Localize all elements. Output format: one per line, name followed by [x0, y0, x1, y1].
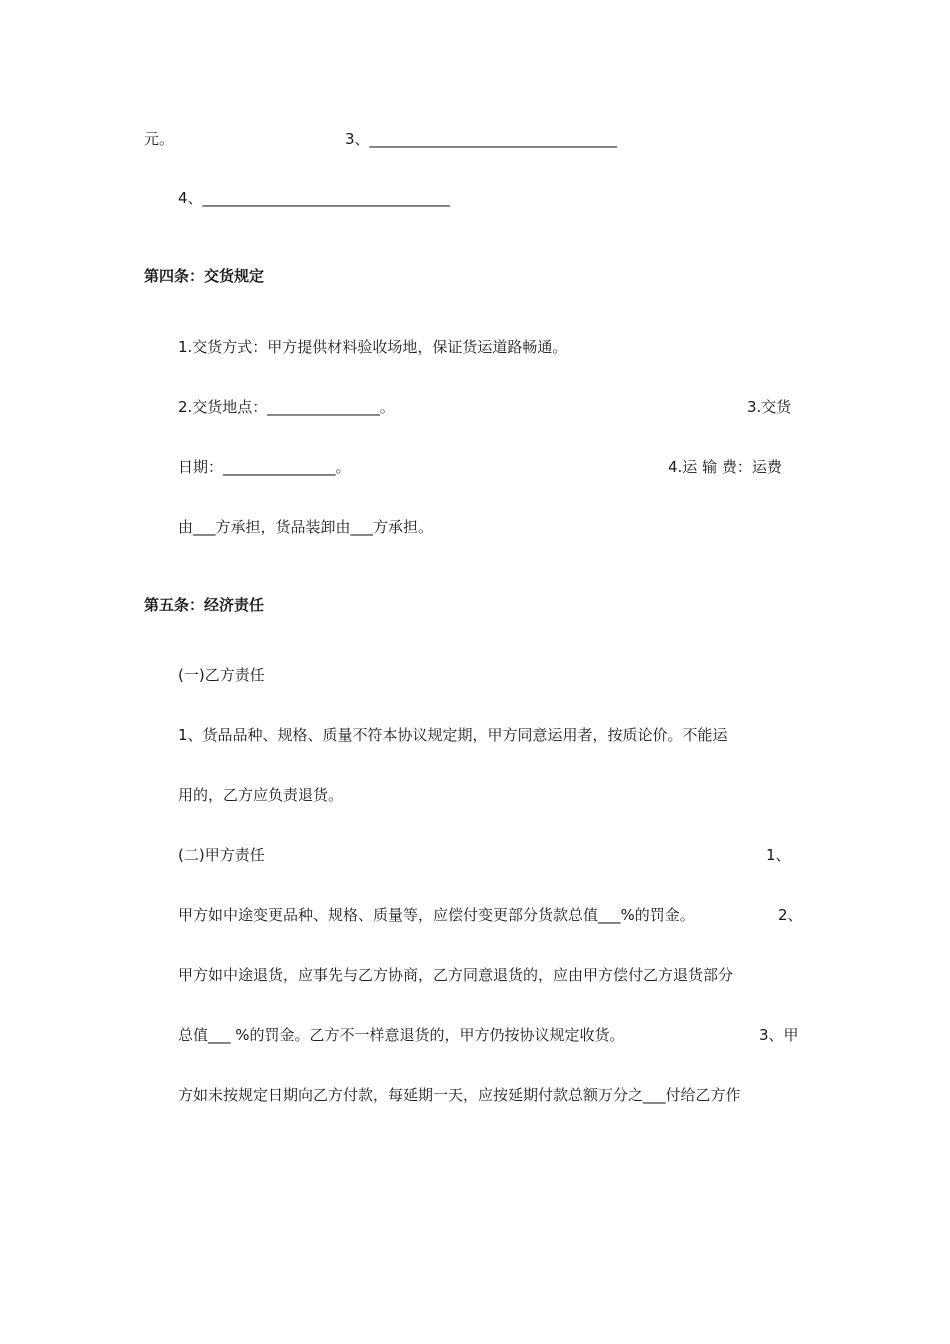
transport-fee-text: 由___方承担，货品装卸由___方承担。 — [178, 518, 434, 536]
delivery-date-label-start: 3.交货 — [747, 398, 792, 416]
blank-item-3: 3、_________________________________ — [345, 130, 618, 148]
party-a-clause-3-start: 3、甲 — [759, 1026, 799, 1044]
transport-fee-label-start: 4.运 输 费：运费 — [668, 458, 782, 476]
delivery-location-text: 2.交货地点：_______________。 — [178, 398, 395, 416]
party-a-clause-2-line-1: 甲方如中途退货，应事先与乙方协商，乙方同意退货的，应由甲方偿付乙方退货部分 — [178, 966, 734, 984]
section-heading-article-4: 第四条：交货规定 — [144, 267, 265, 285]
party-a-clause-2-line-2: 总值___ %的罚金。乙方不一样意退货的，甲方仍按协议规定收货。 — [178, 1026, 625, 1044]
delivery-date-text: 日期：_______________。 — [178, 458, 351, 476]
blank-item-4: 4、_________________________________ — [178, 189, 451, 207]
delivery-method-text: 1.交货方式：甲方提供材料验收场地，保证货运道路畅通。 — [178, 338, 568, 356]
party-b-responsibility-heading: (一)乙方责任 — [178, 666, 265, 684]
party-a-responsibility-heading: (二)甲方责任 — [178, 846, 265, 864]
party-a-clause-1-text: 甲方如中途变更品种、规格、质量等，应偿付变更部分货款总值___%的罚金。 — [178, 906, 695, 924]
party-b-clause-1-line-2: 用的，乙方应负责退货。 — [178, 786, 344, 804]
party-a-clause-1-number: 1、 — [766, 846, 791, 864]
text-line-yuan: 元。 — [144, 130, 175, 148]
party-a-clause-2-number: 2、 — [778, 906, 803, 924]
party-b-clause-1-line-1: 1、货品品种、规格、质量不符本协议规定期，甲方同意运用者，按质论价。不能运 — [178, 726, 728, 744]
section-heading-article-5: 第五条：经济责任 — [144, 596, 265, 614]
party-a-clause-3-text: 方如未按规定日期向乙方付款，每延期一天，应按延期付款总额万分之___付给乙方作 — [178, 1086, 741, 1104]
